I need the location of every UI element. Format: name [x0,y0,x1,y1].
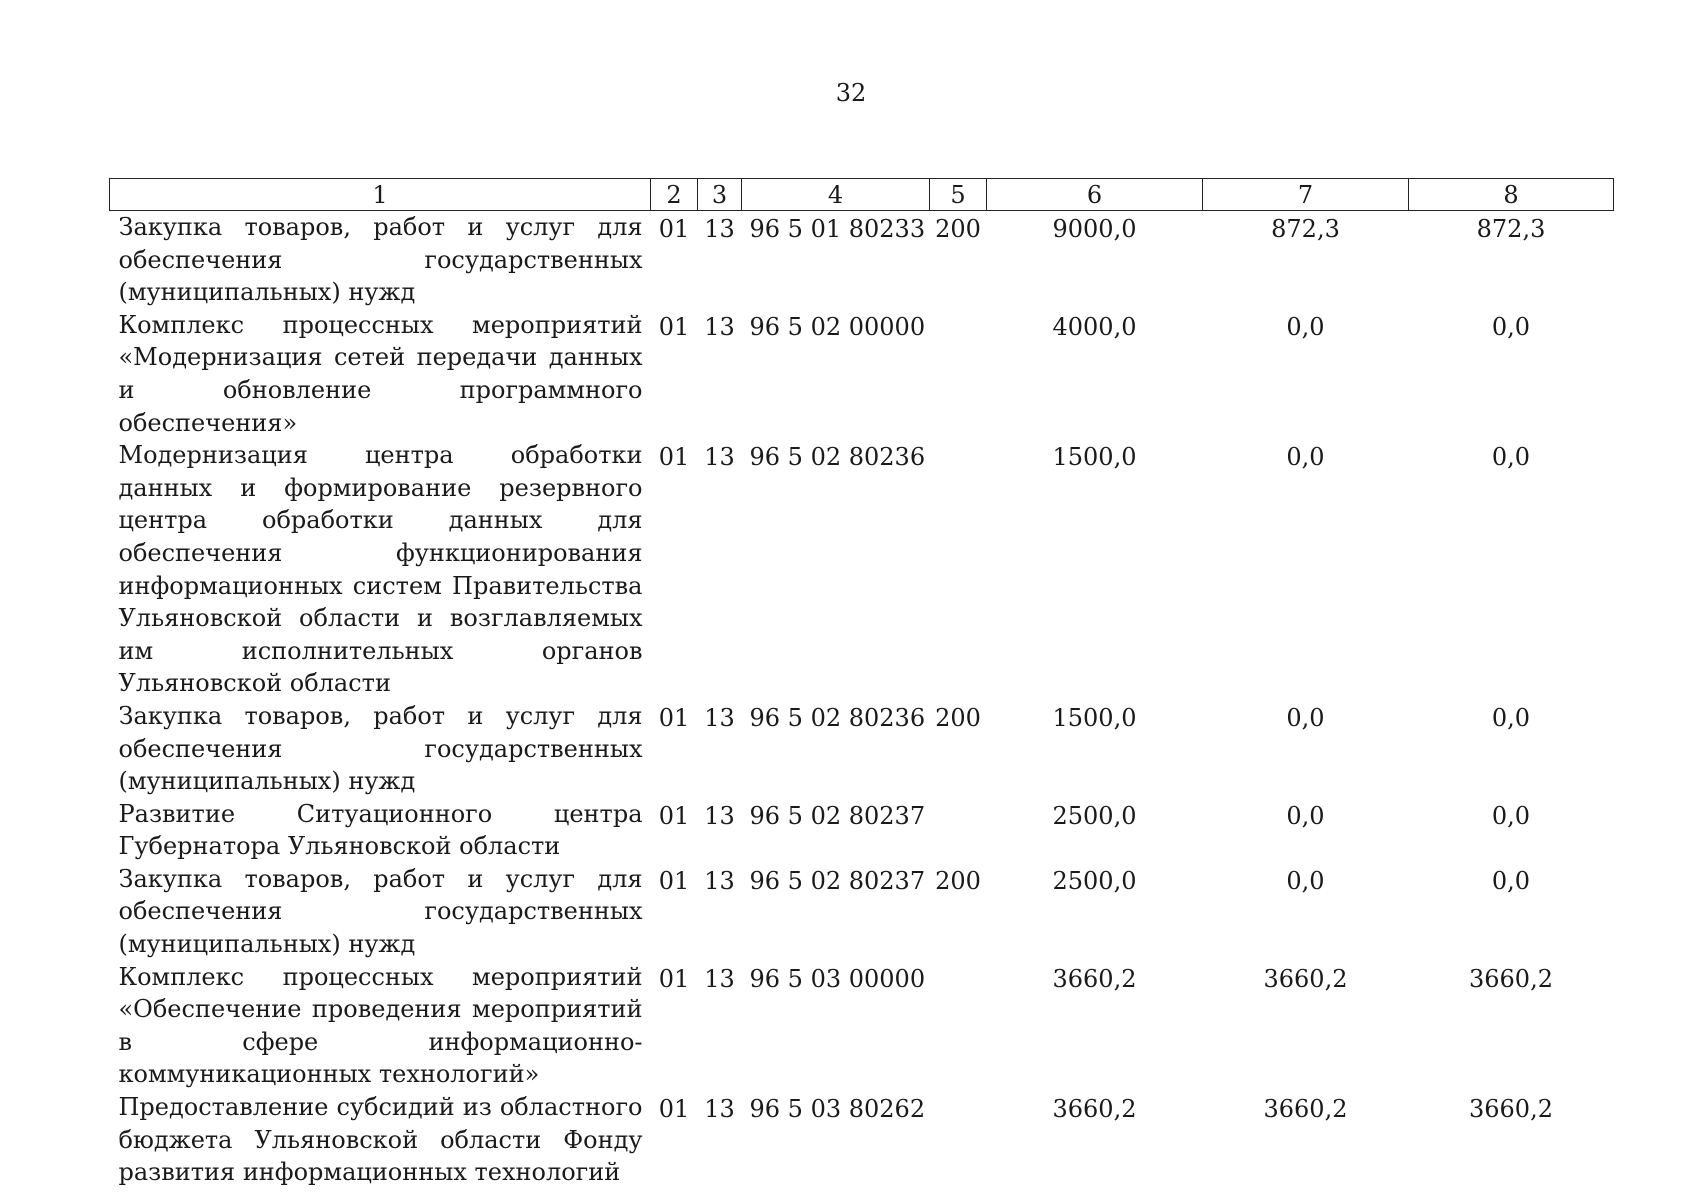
row-subsection: 13 [704,866,735,895]
table-row [110,863,1614,961]
row-name: Закупка товаров, работ и услуг для обеспечения государственных (муниципальных) нужд [118,213,643,307]
table-row [110,798,1614,863]
row-amount-7: 0,0 [1286,801,1325,830]
row-name: Развитие Ситуационного центра Губернатора Ульяновской области [118,799,643,861]
table-row [110,700,1614,798]
row-expense-type: 200 [935,866,981,895]
table-row [110,309,1614,439]
row-amount-7: 3660,2 [1263,964,1348,993]
row-section: 01 [658,312,690,341]
row-amount-7: 3660,2 [1263,1095,1348,1124]
row-expense-type [930,961,987,1091]
row-amount-8: 0,0 [1491,312,1531,341]
header-col-8: 8 [1409,179,1614,211]
row-amount-8: 3660,2 [1469,1095,1553,1124]
row-section: 01 [658,1095,690,1124]
row-amount-7: 0,0 [1286,312,1325,341]
row-target-code: 96 5 02 00000 [749,312,926,341]
row-subsection: 13 [704,703,735,732]
row-target-code: 96 5 01 80233 [749,215,926,243]
header-col-2: 2 [651,179,698,211]
row-expense-type: 200 [935,215,981,243]
row-amount-6: 4000,0 [1052,312,1137,341]
row-name: Комплекс процессных мероприятий «Обеспечение проведения мероприятий в сфере информационно-коммуникационных технологий» [118,962,643,1089]
row-section: 01 [658,215,690,243]
row-target-code: 96 5 02 80237 [749,801,926,830]
row-subsection: 13 [704,443,735,472]
table-row [110,961,1614,1091]
table-header-row [110,179,1614,211]
header-col-7: 7 [1203,179,1409,211]
table-row [110,1091,1614,1189]
header-col-4: 4 [742,179,930,211]
row-amount-6: 3660,2 [1052,1095,1137,1124]
row-subsection: 13 [704,312,735,341]
header-col-6: 6 [987,179,1203,211]
row-target-code: 96 5 03 80262 [749,1095,926,1124]
row-name: Модернизация центра обработки данных и формирование резервного центра обработки данных для обеспечения функционирования информационных систем Правительства Ульяновской области и возглавляемых им исполнительных органов Ульяновской области [118,441,643,698]
row-expense-type [930,798,987,863]
row-amount-8: 0,0 [1491,703,1531,732]
row-amount-6: 3660,2 [1052,964,1137,993]
row-name: Закупка товаров, работ и услуг для обеспечения государственных (муниципальных) нужд [118,701,643,796]
row-expense-type [930,309,987,439]
row-name: Закупка товаров, работ и услуг для обеспечения государственных (муниципальных) нужд [118,864,643,959]
row-name: Предоставление субсидий из областного бюджета Ульяновской области Фонду развития информационных технологий [118,1093,643,1187]
row-section: 01 [658,866,690,895]
row-section: 01 [658,801,690,830]
header-col-1: 1 [110,179,651,211]
table-row [110,211,1614,309]
row-amount-7: 872,3 [1271,215,1340,243]
row-subsection: 13 [704,215,735,243]
row-subsection: 13 [704,964,735,993]
row-amount-6: 1500,0 [1052,703,1137,732]
row-amount-6: 2500,0 [1052,801,1137,830]
budget-table [109,178,1614,1189]
row-amount-8: 0,0 [1491,866,1531,895]
page-number: 32 [835,79,867,107]
row-amount-6: 2500,0 [1052,866,1137,895]
row-expense-type [930,439,987,700]
row-target-code: 96 5 03 00000 [749,964,926,993]
row-amount-7: 0,0 [1286,703,1325,732]
header-col-3: 3 [698,179,742,211]
row-amount-8: 3660,2 [1469,964,1553,993]
row-target-code: 96 5 02 80236 [749,443,926,472]
row-subsection: 13 [704,1095,735,1124]
row-expense-type [930,1091,987,1189]
row-name: Комплекс процессных мероприятий «Модернизация сетей передачи данных и обновление программного обеспечения» [118,310,643,437]
row-amount-8: 872,3 [1476,215,1546,243]
row-amount-8: 0,0 [1491,443,1531,472]
row-amount-6: 9000,0 [1052,215,1137,243]
row-section: 01 [658,443,690,472]
row-amount-7: 0,0 [1286,443,1325,472]
row-amount-6: 1500,0 [1052,443,1137,472]
row-amount-8: 0,0 [1491,801,1531,830]
row-target-code: 96 5 02 80236 [749,703,926,732]
row-section: 01 [658,703,690,732]
table-row [110,439,1614,700]
row-expense-type: 200 [935,703,981,732]
row-target-code: 96 5 02 80237 [749,866,926,895]
row-amount-7: 0,0 [1286,866,1325,895]
row-section: 01 [658,964,690,993]
header-col-5: 5 [930,179,987,211]
row-subsection: 13 [704,801,735,830]
